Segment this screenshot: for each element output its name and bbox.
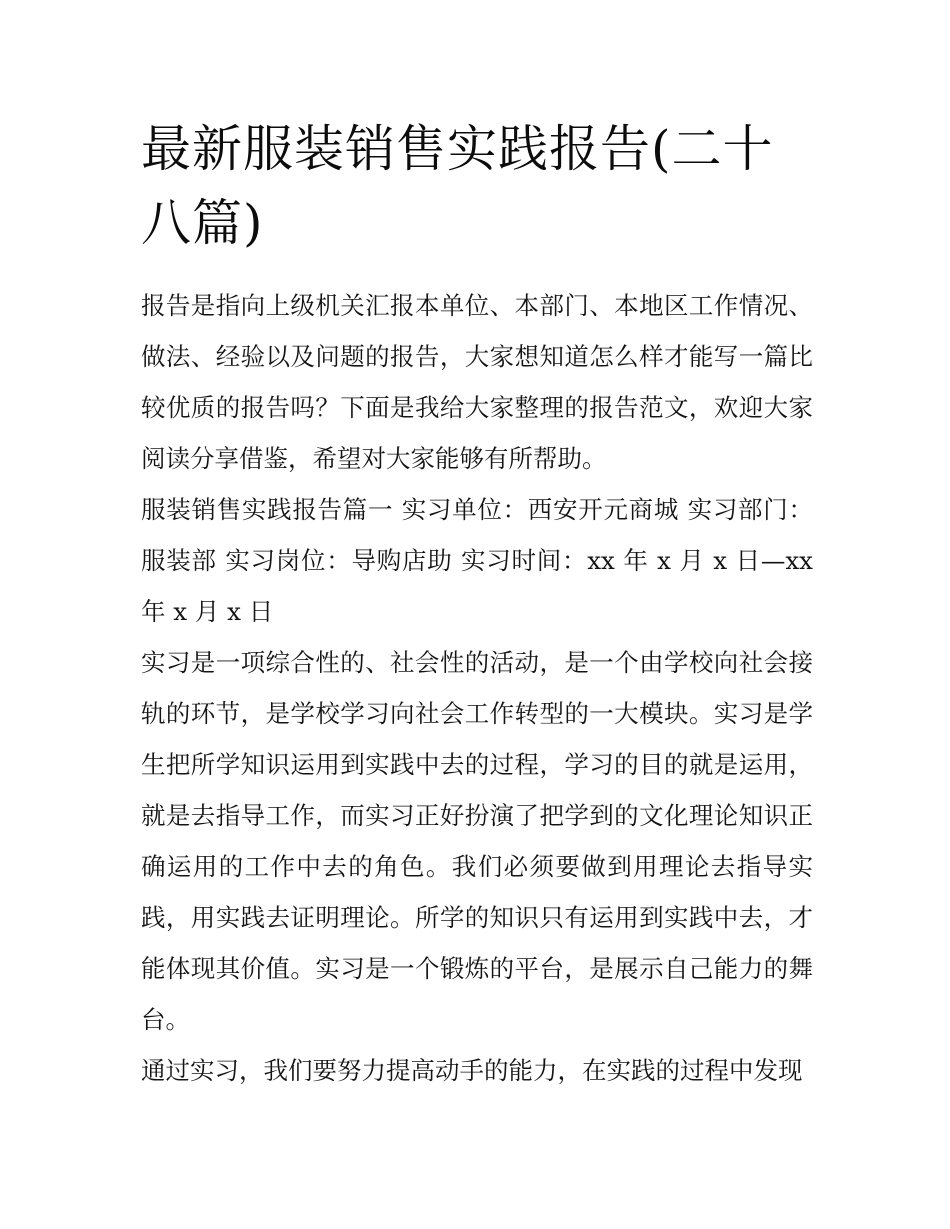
internship-meaning-paragraph: 实习是一项综合性的、社会性的活动，是一个由学校向社会接轨的环节，是学校学习向社会工作转型的一大模块。实习是学生把所学知识运用到实践中去的过程，学习的目的就是运用，就是去指导工作，而实习正好扮演了把学到的文化理论知识正确运用的工作中去的角色。我们必须要做到用理论去指导实践，用实践去证明理论。所学的知识只有运用到实践中去，才能体现其价值。实习是一个锻炼的平台，是展示自己能力的舞台。 [141, 648, 813, 1034]
document-title: 最新服装销售实践报告(二十八篇) [141, 120, 774, 252]
document-body [141, 112, 813, 1096]
internship-goal-paragraph: 通过实习，我们要努力提高动手的能力，在实践的过程中发现 [141, 1056, 803, 1085]
internship-info-paragraph: 服装销售实践报告篇一 实习单位：西安开元商城 实习部门：服装部 实习岗位：导购店助 实习时间：xx 年 x 月 x 日—xx 年 x 月 x 日 [141, 495, 813, 626]
intro-paragraph: 报告是指向上级机关汇报本单位、本部门、本地区工作情况、做法、经验以及问题的报告，大家想知道怎么样才能写一篇比较优质的报告吗？下面是我给大家整理的报告范文，欢迎大家阅读分享借鉴，希望对大家能够有所帮助。 [141, 291, 813, 473]
